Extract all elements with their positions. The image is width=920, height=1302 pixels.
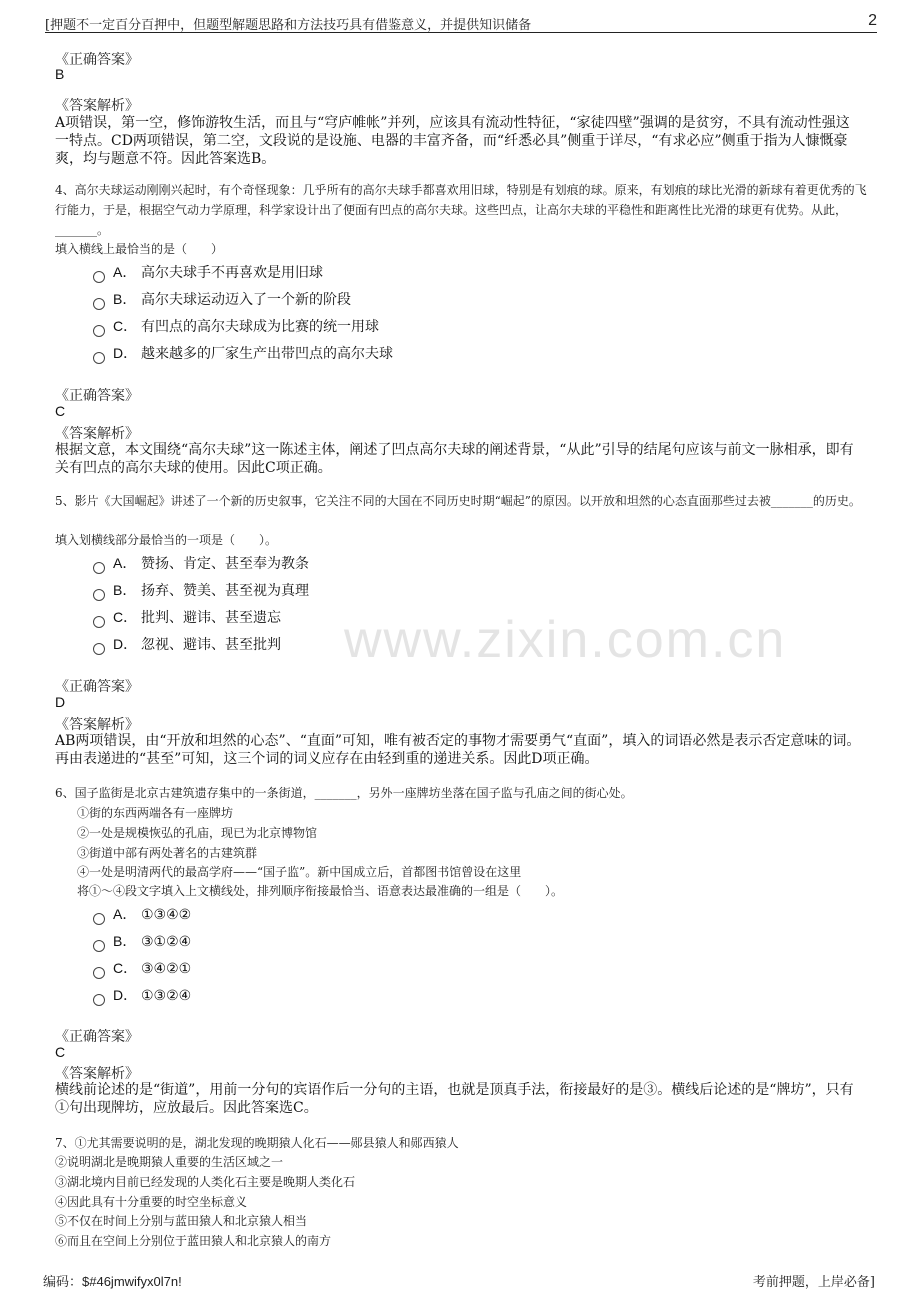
radio-icon[interactable]	[93, 325, 105, 337]
page-header	[45, 12, 877, 33]
q4-prompt: 填入横线上最恰当的是（ ）	[55, 242, 224, 256]
watermark: www.zixin.com.cn	[344, 611, 787, 669]
q4-analysis-label: 《答案解析》	[55, 426, 139, 442]
radio-icon[interactable]	[93, 352, 105, 364]
q3-answer-label: 《正确答案》	[55, 52, 139, 68]
radio-icon[interactable]	[93, 616, 105, 628]
q7-line-3: ③湖北境内目前已经发现的人类化石主要是晚期人类化石	[55, 1175, 356, 1189]
radio-icon[interactable]	[93, 562, 105, 574]
q4-answer-label: 《正确答案》	[55, 388, 139, 404]
q5-option-d[interactable]: D． 忽视、避讳、甚至批判	[93, 634, 281, 654]
q5-option-a[interactable]: A． 赞扬、肯定、甚至奉为教条	[93, 553, 309, 573]
q6-answer: C	[55, 1044, 66, 1060]
q6-item-2: ②一处是规模恢弘的孔庙，现已为北京博物馆	[77, 826, 318, 840]
radio-icon[interactable]	[93, 994, 105, 1006]
q5-stem: 5、影片《大国崛起》讲述了一个新的历史叙事，它关注不同的大国在不同历史时期“崛起”的原因。以开放和坦然的心态直面那些过去被_______的历史。	[55, 494, 861, 508]
footer-slogan: 考前押题，上岸必备]	[752, 1275, 875, 1290]
q6-item-1: ①街的东西两端各有一座牌坊	[77, 806, 234, 820]
q6-item-3: ③街道中部有两处著名的古建筑群	[77, 846, 258, 860]
radio-icon[interactable]	[93, 643, 105, 655]
q4-stem: 4、高尔夫球运动刚刚兴起时，有个奇怪现象：几乎所有的高尔夫球手都喜欢用旧球，特别是有划痕的球。原来，有划痕的球比光滑的新球有着更优秀的飞行能力，于是，根据空气动力学原理，科学家设计出了便面有凹点的高尔夫球。这些凹点，让高尔夫球的平稳性和距离性比光滑的球更有优势。从此，_______。	[55, 183, 867, 237]
q5-analysis-label: 《答案解析》	[55, 717, 139, 733]
radio-icon[interactable]	[93, 589, 105, 601]
q3-analysis-label: 《答案解析》	[55, 98, 139, 114]
footer-code-label: 编码：	[43, 1275, 83, 1290]
q4-analysis: 根据文意，本文围绕“高尔夫球”这一陈述主体，阐述了凹点高尔夫球的阐述背景，“从此”引导的结尾句应该与前文一脉相承，即有关有凹点的高尔夫球的使用。因此C项正确。	[55, 442, 854, 476]
radio-icon[interactable]	[93, 967, 105, 979]
q6-analysis-label: 《答案解析》	[55, 1066, 139, 1082]
page-number: 2	[868, 12, 877, 29]
q5-answer-label: 《正确答案》	[55, 679, 139, 695]
q5-answer: D	[55, 694, 66, 710]
header-text: [押题不一定百分百押中，但题型解题思路和方法技巧具有借鉴意义，并提供知识储备	[45, 18, 532, 33]
q4-option-b[interactable]: B． 高尔夫球运动迈入了一个新的阶段	[93, 289, 351, 309]
q6-stem: 6、国子监街是北京古建筑遗存集中的一条街道，_______，另外一座牌坊坐落在国子监与孔庙之间的街心处。	[55, 786, 633, 800]
q6-analysis: 横线前论述的是“街道”，用前一分句的宾语作后一分句的主语，也就是顶真手法，衔接最好的是③。横线后论述的是“牌坊”，只有①句出现牌坊，应放最后。因此答案选C。	[55, 1082, 854, 1116]
q6-prompt: 将①～④段文字填入上文横线处，排列顺序衔接最恰当、语意表达最准确的一组是（ ）。	[77, 884, 564, 898]
q4-answer: C	[55, 403, 66, 419]
q7-line-4: ④因此具有十分重要的时空坐标意义	[55, 1195, 248, 1209]
q7-line-1: 7、①尤其需要说明的是，湖北发现的晚期猿人化石——郧县猿人和郧西猿人	[55, 1136, 459, 1150]
footer-code	[43, 1271, 182, 1290]
q6-option-b[interactable]: B． ③①②④	[93, 931, 191, 951]
q7-line-5: ⑤不仅在时间上分别与蓝田猿人和北京猿人相当	[55, 1214, 308, 1228]
radio-icon[interactable]	[93, 298, 105, 310]
q6-option-c[interactable]: C． ③④②①	[93, 958, 191, 978]
q7-line-2: ②说明湖北是晚期猿人重要的生活区域之一	[55, 1155, 284, 1169]
q6-answer-label: 《正确答案》	[55, 1029, 139, 1045]
q6-item-4: ④一处是明清两代的最高学府——“国子监”。新中国成立后，首都图书馆曾设在这里	[77, 865, 522, 879]
q3-answer: B	[55, 66, 65, 82]
radio-icon[interactable]	[93, 271, 105, 283]
q4-option-c[interactable]: C． 有凹点的高尔夫球成为比赛的统一用球	[93, 316, 379, 336]
q5-analysis: AB两项错误，由“开放和坦然的心态”、“直面”可知，唯有被否定的事物才需要勇气“直面”，填入的词语必然是表示否定意味的词。再由表递进的“甚至”可知，这三个词的词义应存在由轻到重的递进关系。因此D项正确。	[55, 733, 861, 767]
q6-option-d[interactable]: D． ①③②④	[93, 985, 191, 1005]
q5-option-b[interactable]: B． 扬弃、赞美、甚至视为真理	[93, 580, 309, 600]
radio-icon[interactable]	[93, 913, 105, 925]
q5-option-c[interactable]: C． 批判、避讳、甚至遗忘	[93, 607, 281, 627]
q4-option-d[interactable]: D． 越来越多的厂家生产出带凹点的高尔夫球	[93, 343, 393, 363]
q6-option-a[interactable]: A． ①③④②	[93, 904, 191, 924]
q5-prompt: 填入划横线部分最恰当的一项是（ ）。	[55, 533, 278, 547]
q3-analysis: A项错误，第一空，修饰游牧生活，而且与“穹庐帷帐”并列，应该具有流动性特征，“家徒四壁”强调的是贫穷，不具有流动性强这一特点。CD两项错误，第二空，文段说的是设施、电器的丰富齐备，而“纤悉必具”侧重于详尽，“有求必应”侧重于指为人慷慨豪爽，均与题意不符。因此答案选B。	[55, 115, 850, 167]
q4-option-a[interactable]: A． 高尔夫球手不再喜欢是用旧球	[93, 262, 323, 282]
q7-line-6: ⑥而且在空间上分别位于蓝田猿人和北京猿人的南方	[55, 1234, 332, 1248]
radio-icon[interactable]	[93, 940, 105, 952]
footer-code-value: $#46jmwifyx0l7n!	[82, 1274, 182, 1289]
